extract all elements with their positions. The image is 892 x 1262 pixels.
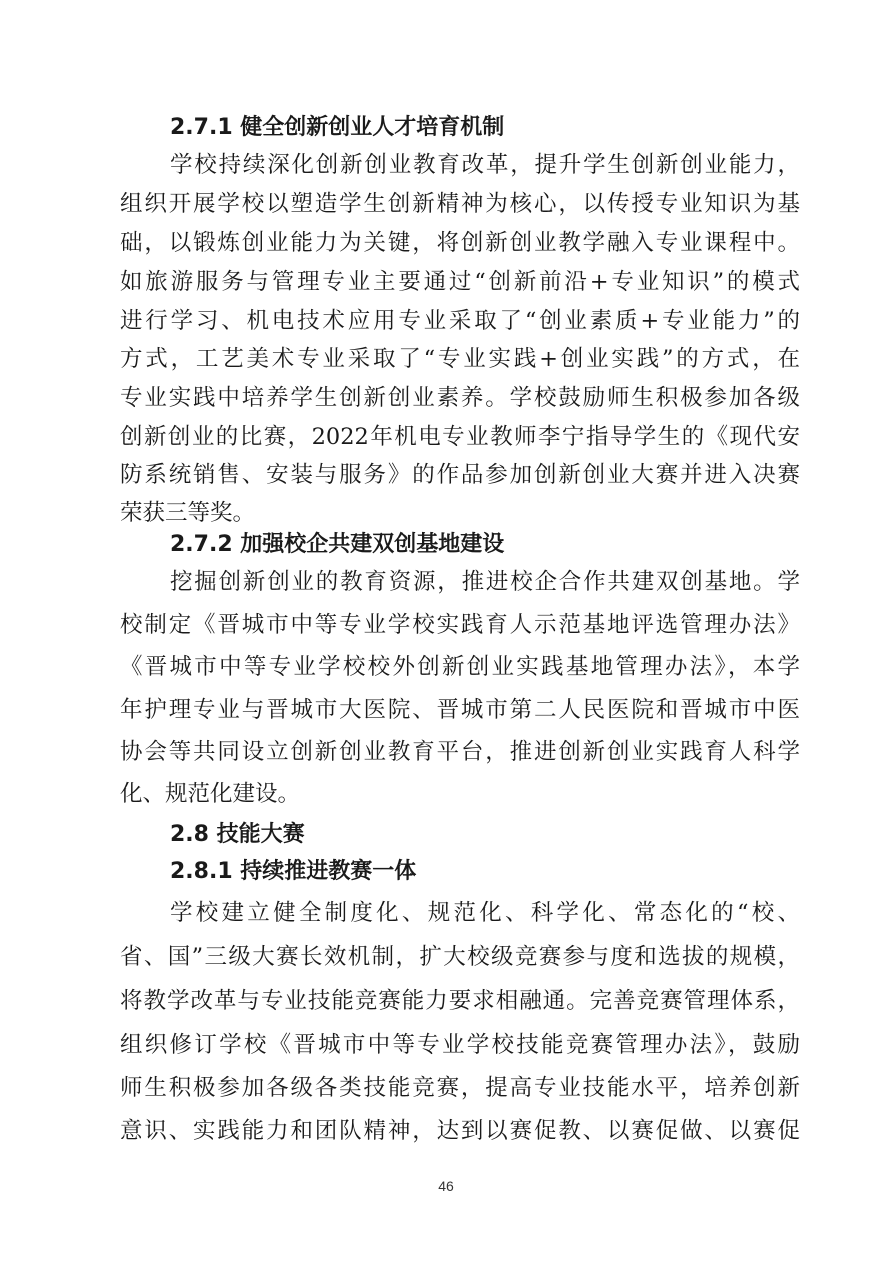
paragraph-line: 意识、实践能力和团队精神，达到以赛促教、以赛促做、以赛促 (120, 1118, 800, 1144)
paragraph-line: 如旅游服务与管理专业主要通过“创新前沿+专业知识”的模式 (120, 269, 800, 295)
paragraph-line: 防系统销售、安装与服务》的作品参加创新创业大赛并进入决赛 (120, 462, 800, 488)
paragraph-line: 《晋城市中等专业学校校外创新创业实践基地管理办法》，本学 (120, 654, 800, 680)
paragraph-line: 将教学改革与专业技能竞赛能力要求相融通。完善竞赛管理体系， (120, 988, 800, 1014)
paragraph-line: 专业实践中培养学生创新创业素养。学校鼓励师生积极参加各级 (120, 385, 800, 411)
page-number: 46 (438, 1178, 454, 1194)
paragraph-line: 学校持续深化创新创业教育改革，提升学生创新创业能力， (170, 152, 800, 178)
paragraph-line: 学校建立健全制度化、规范化、科学化、常态化的“校、 (170, 900, 800, 926)
paragraph-line: 年护理专业与晋城市大医院、晋城市第二人民医院和晋城市中医 (120, 697, 800, 723)
paragraph-line: 创新创业的比赛，2022年机电专业教师李宁指导学生的《现代安 (120, 424, 800, 450)
paragraph-line: 进行学习、机电技术应用专业采取了“创业素质+专业能力”的 (120, 308, 800, 334)
paragraph-line: 荣获三等奖。 (120, 500, 256, 526)
paragraph-line: 组织修订学校《晋城市中等专业学校技能竞赛管理办法》，鼓励 (120, 1032, 800, 1058)
paragraph-line: 师生积极参加各级各类技能竞赛，提高专业技能水平，培养创新 (120, 1075, 800, 1101)
section-heading-2-8-1: 2.8.1 持续推进教赛一体 (170, 859, 417, 884)
paragraph-line: 省、国”三级大赛长效机制，扩大校级竞赛参与度和选拔的规模， (120, 944, 800, 970)
paragraph-line: 校制定《晋城市中等专业学校实践育人示范基地评选管理办法》 (120, 612, 800, 638)
paragraph-line: 组织开展学校以塑造学生创新精神为核心，以传授专业知识为基 (120, 191, 800, 217)
paragraph-line: 协会等共同设立创新创业教育平台，推进创新创业实践育人科学 (120, 739, 800, 765)
paragraph-line: 挖掘创新创业的教育资源，推进校企合作共建双创基地。学 (170, 569, 800, 595)
section-heading-2-7-2: 2.7.2 加强校企共建双创基地建设 (170, 532, 505, 557)
paragraph-line: 方式，工艺美术专业采取了“专业实践+创业实践”的方式，在 (120, 346, 800, 372)
section-heading-2-8: 2.8 技能大赛 (170, 822, 305, 847)
paragraph-line: 化、规范化建设。 (120, 781, 301, 807)
paragraph-line: 础，以锻炼创业能力为关键，将创新创业教学融入专业课程中。 (120, 230, 800, 256)
section-heading-2-7-1: 2.7.1 健全创新创业人才培育机制 (170, 115, 505, 140)
